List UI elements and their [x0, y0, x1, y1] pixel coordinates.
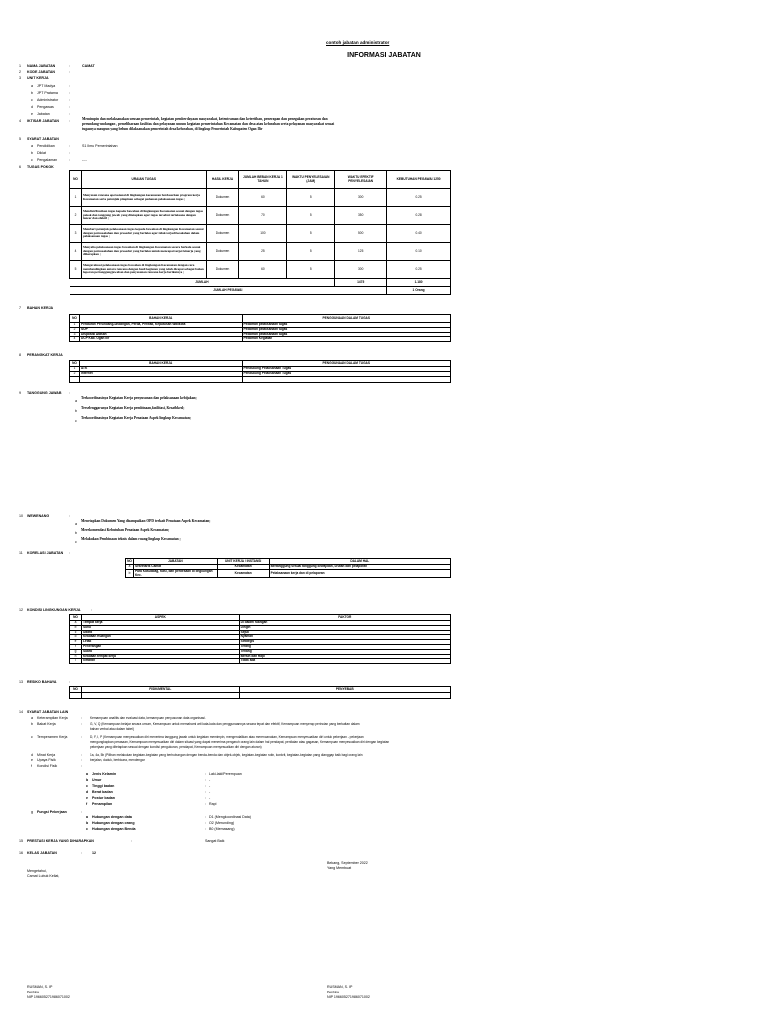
cell-faktor: Di dalam ruangan: [239, 621, 450, 626]
th-no: NO: [70, 615, 82, 621]
syarat-item-value: S1 Ilmu Pemerintahan: [82, 144, 118, 148]
cell-aspek: Tempat kerja: [81, 621, 239, 626]
row-label: NAMA JABATAN: [27, 64, 56, 68]
kondisi-table: [69, 614, 451, 664]
kondisi-label: KONDISI LINGKUNGAN KERJA: [27, 608, 81, 612]
fisik-label: Penampilan: [92, 802, 113, 806]
tugas-label: TUGAS POKOK: [27, 165, 54, 169]
colon: :: [69, 551, 70, 555]
row-no: 1: [19, 64, 21, 68]
item-text: G, V, Q (Kemampuan belajar secara umum, Kemampuan untuk memahami arti kata-kata dan penggunaannya secara tepat dan efektif, Kemampuan menyerap perincian yang berkaitan dalam: [90, 722, 360, 726]
tj-item-no: a: [75, 399, 77, 403]
th-uraian: URAIAN TUGAS: [81, 171, 206, 189]
table-row: [70, 376, 451, 382]
cell-faktor: Sejuk: [239, 630, 450, 635]
wewenang-item-no: b: [75, 531, 77, 535]
cell-penggunaan: Pendukung Pelaksanaan Tugas: [242, 367, 450, 372]
item-no: a: [31, 716, 33, 720]
prestasi-no: 15: [19, 839, 23, 843]
item-no: f: [31, 764, 32, 768]
cell-waktu: 5: [287, 243, 335, 261]
item-label: Keterampilan Kerja: [37, 716, 68, 720]
cell-no: 1: [70, 189, 82, 207]
syarat-item-label: Pendidikan: [37, 144, 55, 148]
cell-no: i: [70, 659, 82, 664]
th-aspek: ASPEK: [81, 615, 239, 621]
wewenang-item-text: Melakukan Pembinaan teknis dalam ruang lingkup Kecamatan ;: [81, 537, 181, 541]
tugas-pokok-table: [69, 170, 451, 295]
th-hasil: HASIL KERJA: [206, 171, 239, 189]
cell-aspek: Udara: [81, 630, 239, 635]
tj-item-no: b: [75, 409, 77, 413]
table-row: [70, 225, 451, 243]
cell-penggunaan: Pedoman pelaksanaan tugas: [242, 323, 450, 328]
table-row: [70, 659, 451, 664]
kelas-value: 12: [92, 851, 96, 855]
fungsi-item-value: B0 (Memasang): [209, 827, 235, 831]
colon: :: [81, 716, 82, 720]
table-row: [70, 337, 451, 342]
syarat-lain-label: SYARAT JABATAN LAIN: [27, 710, 69, 714]
th-kebutuhan: KEBUTUHAN PEGAWAI 1250: [387, 171, 451, 189]
tj-item-text: Terkoordinasinya Kegiatan Kerja Penataan Aspek lingkup Kecamatan;: [81, 416, 191, 420]
cell-efektif: 125: [335, 243, 387, 261]
fisik-value: Rapi: [209, 802, 217, 806]
cell-hasil: Dokumen: [206, 225, 239, 243]
fungsi-item-value: O2 (Merunding): [209, 821, 235, 825]
cell-penggunaan: Pedoman pelaksanaan tugas: [242, 327, 450, 332]
item-no: e: [31, 758, 33, 762]
ikhtisar-label: IKTISAR JABATAN: [27, 119, 60, 123]
cell-efektif: 300: [335, 189, 387, 207]
cell-kebutuhan: 0.28: [387, 207, 451, 225]
fungsi-item-no: a: [86, 815, 88, 819]
colon: :: [131, 839, 132, 843]
cell-waktu: 5: [287, 225, 335, 243]
perangkat-no: 8: [19, 353, 21, 357]
prestasi-value: Sangat Baik: [205, 839, 225, 843]
row-label: UNIT KERJA: [27, 76, 49, 80]
fisik-no: f: [86, 802, 88, 806]
colon: :: [69, 70, 70, 74]
colon: :: [205, 815, 206, 819]
tj-item-text: Terselenggaranya Kegiatan Kerja pembinaan,fasilitasi, Kesatbkesl;: [81, 406, 185, 410]
fungsi-item-no: b: [86, 821, 89, 825]
th-no: NO: [127, 558, 132, 563]
row-no: 3: [19, 76, 21, 80]
cell-faktor: Tidak ada: [239, 659, 450, 664]
colon: :: [69, 119, 70, 123]
th-bahan: BAHAN KERJA: [79, 361, 242, 367]
jumlah-pegawai-label: JUMLAH PEGAWAI: [70, 287, 387, 295]
cell-kebutuhan: 0.25: [387, 261, 451, 279]
resiko-table: [69, 686, 451, 699]
cell-no: 2: [70, 207, 82, 225]
cell-uraian: Mengevaluasi pelaksanaan tugas bawahan di lingkungan Kecamatan dengan cara membandingkan antara rencana dengan hasil kegiatan yang telah dicapai sebagai bahan laporan pertanggungjawaban dan penyusunan rencana kerja berikutnya ;: [81, 261, 206, 279]
sign-right-name: RUSMAN, S. IP: [327, 985, 353, 989]
wewenang-label: WEWENANG: [27, 514, 50, 518]
cell-no: c: [70, 630, 82, 635]
cell-jabatan: Para Kasubbag, Kasi, dan perdesaan di lingkungan Kec.: [133, 569, 217, 578]
item-text: bahan verbal atau dalam tabel): [90, 727, 134, 731]
cell-aspek: Keadaan Ruangan: [81, 635, 239, 640]
fisik-value: -: [209, 778, 211, 782]
cell-jumlah: 25: [239, 243, 287, 261]
jumlah-kebutuhan: 1.180: [387, 279, 451, 287]
jumlah-label: JUMLAH: [70, 279, 335, 287]
cell-hasil: Dokumen: [206, 207, 239, 225]
syarat-no: 5: [19, 137, 21, 141]
cell-hal: Bertanggung sesuai tanggung kewajiban, urutan dan pelaporan: [269, 565, 450, 570]
cell-unit: Kecamatan: [217, 569, 269, 578]
unit-no: c: [31, 98, 33, 102]
kelas-label: KELAS JABATAN: [27, 851, 57, 855]
cell-jumlah: 60: [239, 189, 287, 207]
wewenang-item-text: Menetapkan Dokumen Yang disampaikan OPD terkait Penataan Aspek Kecamatan;: [81, 519, 211, 523]
kondisi-no: 12: [19, 608, 23, 612]
colon: :: [69, 391, 70, 395]
cell-bahan: ATK: [79, 367, 242, 372]
cell-no: b: [70, 625, 82, 630]
cell-efektif: 300: [335, 261, 387, 279]
cell-uraian: Memberi petunjuk pelaksanaan tugas kepada bawahan di lingkungan Kecamatan sesuai dengan permasalahan dan prosedur yang berlaku agar tidak terjadi kesalahan dalam pelaksanaan tugas ;: [81, 225, 206, 243]
unit-label: Jabatan: [37, 112, 50, 116]
bahan-label: BAHAN KERJA: [27, 306, 54, 310]
fisik-label: Jenis Kelamin: [92, 772, 117, 776]
unit-label: Pengawas: [37, 105, 54, 109]
table-row: [70, 243, 451, 261]
cell-efektif: 350: [335, 207, 387, 225]
syarat-item-label: Diklat: [37, 151, 46, 155]
table-row: [126, 569, 451, 578]
table-row: [70, 189, 451, 207]
th-fisik: FISIK/MENTAL: [81, 687, 239, 693]
colon: :: [69, 91, 70, 95]
colon: :: [69, 112, 70, 116]
fungsi-label: Fungsi Pekerjaan: [37, 810, 67, 814]
cell-kebutuhan: 0.40: [387, 225, 451, 243]
colon: :: [205, 821, 206, 825]
cell-no: 3: [70, 332, 80, 337]
row-no: 2: [19, 70, 21, 74]
tj-label: TANGGUNG JAWAB: [27, 391, 62, 395]
cell-bahan: SOP: [79, 327, 242, 332]
fisik-no: b: [86, 778, 89, 782]
th-jabatan: JABATAN: [133, 559, 217, 565]
colon: :: [205, 778, 206, 782]
cell-efektif: 500: [335, 225, 387, 243]
syarat-label: SYARAT JABATAN: [27, 137, 59, 141]
ikhtisar-text: perundang-undangan , pemeliharaan fasilitas dan pelayanan umum kegiatan pemerintahan Kecamatan dan desa atau kelurahan serta pelayanan masyarakat sesuai: [82, 122, 335, 126]
item-label: Kondisi Fisik: [37, 764, 58, 768]
cell-no: e: [70, 640, 82, 645]
cell-penggunaan: Pendukung Pelaksanaan Tugas: [242, 371, 450, 376]
fungsi-item-label: Hubungan dengan orang: [92, 821, 135, 825]
cell-uraian: Mendistribusikan tugas kepada bawahan di lingkungan Kecamatan sesuai dengan tugas pokok dan tanggung jawab yang ditetapkan agar tugas tersebut terlaksana dengan lancar dan efektif ;: [81, 207, 206, 225]
colon: :: [205, 790, 206, 794]
th-no: NO: [70, 315, 80, 323]
bahan-kerja-table: [69, 314, 451, 342]
th-penyebab: PENYEBAB: [239, 687, 450, 693]
syarat-item-no: c: [31, 158, 33, 162]
fungsi-no: g: [31, 810, 33, 814]
unit-no: a: [31, 84, 33, 88]
item-no: c: [31, 735, 33, 739]
cell-no: 2: [70, 371, 80, 376]
cell-hasil: Dokumen: [206, 189, 239, 207]
th-penggunaan: PENGGUNAAN DALAM TUGAS: [242, 361, 450, 367]
colon: :: [69, 151, 70, 155]
tj-no: 9: [19, 391, 21, 395]
cell-no: f: [70, 644, 82, 649]
th-waktu: WAKTU PENYELESAIAN (JAM): [287, 171, 335, 189]
cell-jabatan: Sekretaris Camat: [133, 565, 217, 570]
sign-left-name: RUSMAN, S. IP: [27, 985, 53, 989]
th-no: NO: [70, 361, 80, 367]
th-no: NO: [70, 687, 82, 693]
th-unit: UNIT KERJA / INSTANSI: [217, 559, 269, 565]
wewenang-item-text: Merekomendasi Kebutuhan Penataan Aspek Kecamatan;: [81, 528, 170, 532]
fisik-no: e: [86, 796, 88, 800]
wewenang-item-no: a: [75, 522, 77, 526]
tj-item-text: Terkoordinasinya Kegiatan Kerja penyusunan dan pelaksanaan kebijakan;: [81, 396, 197, 400]
resiko-label: RESIKO BAHAYA: [27, 680, 57, 684]
syarat-lain-no: 14: [19, 710, 23, 714]
fisik-label: Berat badan: [92, 790, 113, 794]
item-text: pekerjaan yang ditetapkan sesuai dengan kondisi pengukuran, pendapat, Kemampuan menyesuaikan diri dengan aturan): [90, 745, 262, 749]
cell-no: 2: [70, 327, 80, 332]
sign-left-nip: NIP 196605271986071002: [27, 995, 70, 999]
cell-no: a: [70, 621, 82, 626]
cell-jumlah: 60: [239, 261, 287, 279]
fisik-no: c: [86, 784, 88, 788]
cell-no: b: [126, 569, 134, 578]
item-text: 1a, 4a, 5b (Pilihan melakukan kegiatan-kegiatan yang berhubungan dengan benda-benda dan objek-objek, kegiatan-kegiatan rutin, konkrit, kegiatan-kegiatan yang dianggap baik bagi orang lain: [90, 753, 363, 757]
cell-faktor: Strategis: [239, 640, 450, 645]
resiko-no: 13: [19, 680, 23, 684]
item-text: D, F, I, P (Kemampuan menyesuaikan diri menerima tanggung jawab untuk kegiatan memimpin, mengendalikan atau merencanakan, Kemampuan menyesuaikan diri untuk pekerjaan - pekerjaan: [90, 735, 364, 739]
wewenang-no: 10: [19, 514, 23, 518]
th-bahan: BAHAN KERJA: [79, 315, 242, 323]
cell-no: 4: [70, 243, 82, 261]
syarat-item-no: a: [31, 144, 33, 148]
unit-label: Administrator: [37, 98, 59, 102]
item-no: b: [31, 722, 33, 726]
th-faktor: FAKTOR: [239, 615, 450, 621]
sign-right-nip: NIP 196605271986071002: [327, 995, 370, 999]
colon: :: [69, 144, 70, 148]
cell-unit: Kecamatan: [217, 565, 269, 570]
cell-waktu: 5: [287, 207, 335, 225]
cell-no: 1: [70, 367, 80, 372]
korelasi-no: 11: [19, 551, 23, 555]
colon: :: [205, 784, 206, 788]
fungsi-item-no: c: [86, 827, 88, 831]
th-jumlah: JUMLAH BEBAN KERJA 1 TAHUN: [239, 171, 287, 189]
colon: :: [205, 827, 206, 831]
cell-penggunaan: Pedoman Kegiatan: [242, 337, 450, 342]
cell-no: 4: [70, 337, 80, 342]
row-label: KODE JABATAN: [27, 70, 56, 74]
colon: :: [69, 680, 70, 684]
sign-left-rank: Pembina: [27, 990, 39, 994]
colon: :: [69, 105, 70, 109]
cell-aspek: Suhu: [81, 625, 239, 630]
korelasi-label: KORELASI JABATAN: [27, 551, 64, 555]
cell-penggunaan: Pedoman pelaksanaan tugas: [242, 332, 450, 337]
cell-no: h: [70, 654, 82, 659]
fungsi-item-label: Hubungan dengan Benda: [92, 827, 136, 831]
cell-no: 5: [70, 261, 82, 279]
cell-hasil: Dokumen: [206, 261, 239, 279]
kelas-no: 16: [19, 851, 23, 855]
sign-place-date: Bekang, September 2022: [327, 861, 368, 865]
cell-faktor: Dingin: [239, 625, 450, 630]
cell-jumlah: 70: [239, 207, 287, 225]
item-text: berjalan, duduk, berbicara, mendengar: [90, 758, 145, 762]
cell-faktor: Tenang: [239, 649, 450, 654]
fisik-no: d: [86, 790, 89, 794]
cell-kebutuhan: 0.25: [387, 189, 451, 207]
wewenang-item-no: c: [75, 540, 77, 544]
colon: :: [91, 608, 92, 612]
cell-hal: Pelaksanaan kerja dan di pelaporan: [269, 569, 450, 578]
cell-aspek: Keadaan tempat kerja: [81, 654, 239, 659]
tj-item-no: c: [75, 419, 77, 423]
colon: :: [205, 772, 206, 776]
fisik-value: -: [209, 796, 211, 800]
table-row: [70, 261, 451, 279]
cell-waktu: 5: [287, 189, 335, 207]
colon: :: [81, 735, 82, 739]
colon: :: [69, 84, 70, 88]
unit-no: e: [31, 112, 33, 116]
item-no: d: [31, 753, 33, 757]
colon: :: [81, 764, 82, 768]
sign-approve: Mengetahui,: [27, 869, 47, 873]
colon: :: [81, 851, 82, 855]
unit-label: JPT Madya: [37, 84, 56, 88]
ikhtisar-no: 4: [19, 119, 21, 123]
cell-aspek: Penerangan: [81, 644, 239, 649]
unit-no: b: [31, 91, 33, 95]
th-hal: DALAM HAL: [269, 559, 450, 565]
fisik-label: Tinggi badan: [92, 784, 115, 788]
item-text: mengungkapkan perasaan, Kemampuan menyesuaikan diri dalam situasi yang dapat menerima pengaruh orang lain dalam hal pendapat, penilaian atau gagasan, Kemampuan menyesuaikan diri dengan kegiatan: [90, 740, 390, 744]
cell-aspek: Getaran: [81, 659, 239, 664]
unit-no: d: [31, 105, 33, 109]
syarat-item-no: b: [31, 151, 33, 155]
fungsi-item-label: Hubungan dengan data: [92, 815, 132, 819]
cell-faktor: Bersih dan Rapi: [239, 654, 450, 659]
cell-no: a: [126, 565, 134, 570]
korelasi-table: [125, 558, 451, 578]
table-row: [70, 693, 451, 699]
item-label: Temperamen Kerja: [37, 735, 68, 739]
colon: :: [69, 64, 70, 68]
jumlah-pegawai-value: 1 Orang: [387, 287, 451, 295]
cell-bahan: DCP Kab. Ogan Ilir: [79, 337, 242, 342]
ikhtisar-text: Memimpin dan melaksanakan urusan pemerintah, kegiatan pemberdayaan masyarakat, ketentraman dan ketertiban, penerapan dan penegakan peraturan dan: [82, 117, 328, 121]
page-title: INFORMASI JABATAN: [347, 52, 421, 59]
cell-uraian: Menyelia pelaksanaan tugas bawahan di lingkungan Kecamatan secara berkala sesuai dengan permasalahan dan prosedur yang berlaku untuk mencapai target kinerja yang diharapkan ;: [81, 243, 206, 261]
sign-made-by: Yang Membuat: [327, 866, 352, 870]
row-value: CAMAT: [82, 64, 95, 68]
fisik-value: Laki-laki/Perempuan: [209, 772, 242, 776]
cell-faktor: Nyaman: [239, 635, 450, 640]
colon: :: [81, 722, 82, 726]
cell-jumlah: 100: [239, 225, 287, 243]
colon: :: [81, 753, 82, 757]
perangkat-kerja-table: [69, 360, 451, 383]
syarat-item-value: ----: [82, 158, 87, 162]
prestasi-label: PRESTASI KERJA YANG DIHARAPKAN: [27, 839, 94, 843]
pegawai-row: [70, 287, 451, 295]
perangkat-label: PERANGKAT KERJA: [27, 353, 63, 357]
sign-right-rank: Pembina: [327, 990, 339, 994]
cell-aspek: Letak: [81, 640, 239, 645]
cell-bahan: Disposisi Atasan: [79, 332, 242, 337]
cell-no: 1: [70, 323, 80, 328]
th-penggunaan: PENGGUNAAN DALAM TUGAS: [242, 315, 450, 323]
total-row: [70, 279, 451, 287]
item-label: Upaya Fisik: [37, 758, 56, 762]
example-title: contoh jabatan administrator: [326, 40, 390, 45]
cell-waktu: 5: [287, 261, 335, 279]
fisik-value: -: [209, 784, 211, 788]
fisik-value: -: [209, 790, 211, 794]
table-row: [70, 207, 451, 225]
bahan-no: 7: [19, 306, 21, 310]
fisik-label: Umur: [92, 778, 102, 782]
syarat-item-label: Pengalaman: [37, 158, 58, 162]
cell-no: 3: [70, 225, 82, 243]
cell-bahan: Internet: [79, 371, 242, 376]
colon: :: [69, 158, 70, 162]
colon: :: [69, 98, 70, 102]
colon: :: [81, 810, 82, 814]
fisik-no: a: [86, 772, 88, 776]
colon: :: [205, 796, 206, 800]
fungsi-item-value: D1 (Mengkoordinasi Data): [209, 815, 251, 819]
cell-kebutuhan: 0.10: [387, 243, 451, 261]
cell-uraian: Menyusun rencana operasional di lingkungan kecamatan berdasarkan program kerja Kecamatan serta petunjuk pimpinan sebagai pedoman pelaksanaan tugas ;: [81, 189, 206, 207]
unit-label: JPT Pratama: [37, 91, 58, 95]
th-efektif: WAKTU EFEKTIF PENYELESAIAN: [335, 171, 387, 189]
item-label: Bakat Kerja: [37, 722, 56, 726]
jumlah-efektif: 1475: [335, 279, 387, 287]
ikhtisar-text: tugasnya maupun yang belum dilaksanakan pemerintah desa/kelurahan, di lingkup Pemerintah Kabupaten Ogan Ilir: [82, 127, 263, 131]
fisik-label: Postur badan: [92, 796, 115, 800]
cell-hasil: Dokumen: [206, 243, 239, 261]
item-label: Minat Kerja: [37, 753, 56, 757]
cell-bahan: Peraturan Perundang-undangan, Perda, Perwali, Keputusan Walikota: [79, 323, 242, 328]
colon: :: [69, 514, 70, 518]
cell-faktor: Terang: [239, 644, 450, 649]
sign-approve-role: Camat Lubuk Keliat,: [27, 874, 60, 878]
cell-no: g: [70, 649, 82, 654]
colon: :: [205, 802, 206, 806]
cell-no: d: [70, 635, 82, 640]
tugas-no: 6: [19, 165, 21, 169]
cell-aspek: Suara: [81, 649, 239, 654]
th-no: NO: [70, 171, 82, 189]
colon: :: [81, 758, 82, 762]
item-text: Kemampuan analitis dan evaluasi data, kemampuan penyusunan data organisasi.: [90, 716, 206, 720]
